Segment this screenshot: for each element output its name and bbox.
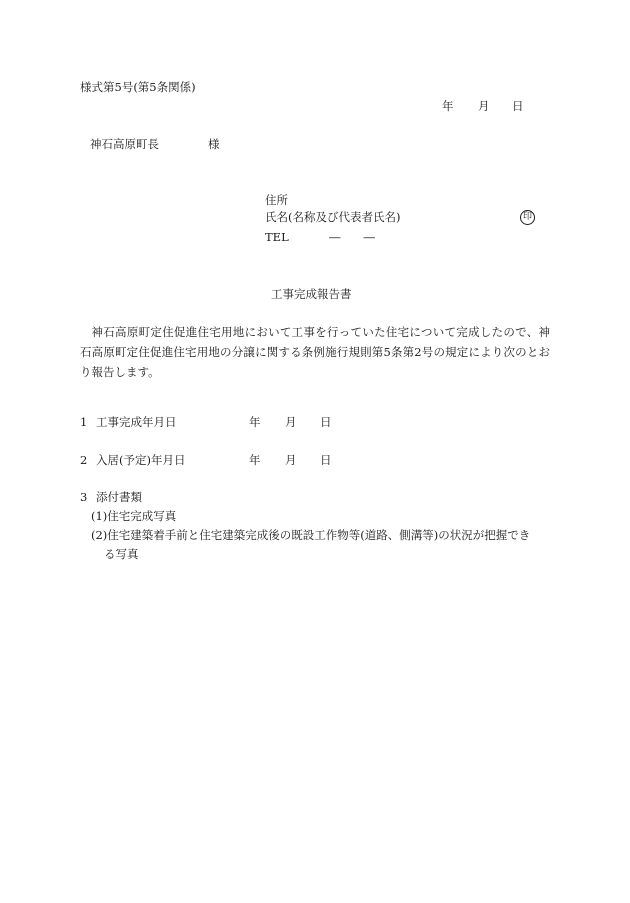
item-1-day: 日 (320, 415, 332, 429)
item-3-number: 3 (80, 490, 88, 504)
applicant-tel-label: TEL (265, 230, 289, 244)
header-date-day: 日 (512, 99, 524, 113)
applicant-name-label: 氏名(名称及び代表者氏名) (265, 210, 401, 224)
applicant-tel-dashes: ― ― (329, 230, 375, 244)
applicant-address-label: 住所 (265, 193, 288, 207)
addressee-name: 神石高原町長 (90, 137, 159, 151)
seal-mark: 印 (520, 210, 535, 225)
attachment-1: (1)住宅完成写真 (91, 509, 177, 523)
document-title: 工事完成報告書 (271, 287, 352, 301)
item-2-label: 入居(予定)年月日 (96, 453, 186, 467)
body-paragraph: 神石高原町定住促進住宅用地において工事を行っていた住宅について完成したので、神石高原町定住促進住宅用地の分譲に関する条例施行規則第5条第2号の規定により次のとおり報告します。 (80, 325, 550, 379)
addressee-honorific: 様 (208, 137, 220, 151)
header-date-year: 年 (442, 99, 454, 113)
form-number-label: 様式第5号(第5条関係) (80, 80, 196, 94)
item-1-month: 月 (285, 415, 297, 429)
header-date-month: 月 (478, 99, 490, 113)
item-1-number: 1 (80, 415, 88, 429)
item-1-year: 年 (249, 415, 261, 429)
item-2-number: 2 (80, 453, 88, 467)
attachment-2: (2)住宅建築着手前と住宅建築完成後の既設工作物等(道路、側溝等)の状況が把握でき (91, 528, 531, 542)
item-2-year: 年 (249, 453, 261, 467)
attachment-2-continued: る写真 (104, 547, 139, 561)
item-1-label: 工事完成年月日 (96, 415, 177, 429)
item-3-label: 添付書類 (96, 490, 142, 504)
item-2-month: 月 (285, 453, 297, 467)
item-2-day: 日 (320, 453, 332, 467)
